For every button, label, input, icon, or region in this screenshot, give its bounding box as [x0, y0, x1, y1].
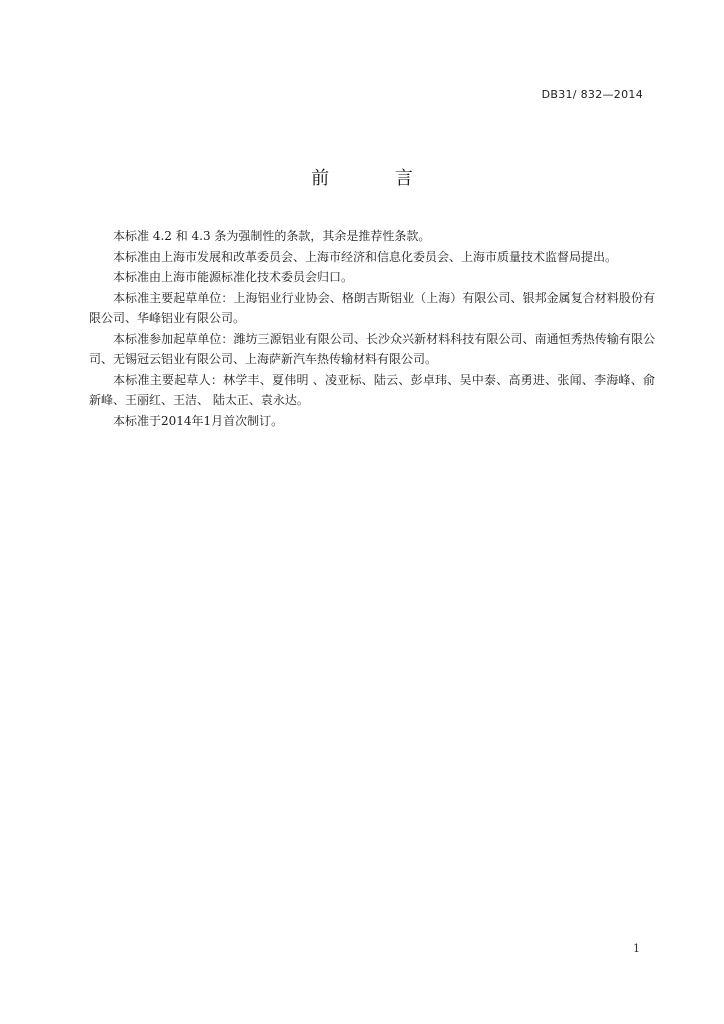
paragraph-mandatory-clauses: 本标准 4.2 和 4.3 条为强制性的条款，其余是推荐性条款。 — [113, 229, 431, 243]
paragraph-main-drafters: 本标准主要起草人：林学丰、夏伟明 、凌亚标、陆云、彭卓玮、吴中泰、高勇进、张闻、李海峰、俞新峰、王丽红、王洁、 陆太正、袁永达。 — [89, 372, 655, 407]
standard-code: DB31/ 832—2014 — [541, 88, 643, 101]
paragraph-proposed-by: 本标准由上海市发展和改革委员会、上海市经济和信息化委员会、上海市质量技术监督局提出。 — [113, 249, 618, 264]
paragraph-participating-units: 本标准参加起草单位：潍坊三源铝业有限公司、长沙众兴新材料科技有限公司、南通恒秀热传输有限公司、无锡冠云铝业有限公司、上海萨新汽车热传输材料有限公司。 — [89, 331, 655, 366]
page-title: 前 言 — [311, 168, 443, 189]
paragraph-administered-by: 本标准由上海市能源标准化技术委员会归口。 — [113, 270, 354, 284]
paragraph-first-issued: 本标准于2014年1月首次制订。 — [113, 413, 284, 428]
paragraph-main-drafting-units: 本标准主要起草单位：上海铝业行业协会、格朗吉斯铝业（上海）有限公司、银邦金属复合材料股份有限公司、华峰铝业有限公司。 — [89, 290, 655, 325]
foreword-body — [89, 226, 655, 431]
page-number: 1 — [633, 942, 640, 955]
